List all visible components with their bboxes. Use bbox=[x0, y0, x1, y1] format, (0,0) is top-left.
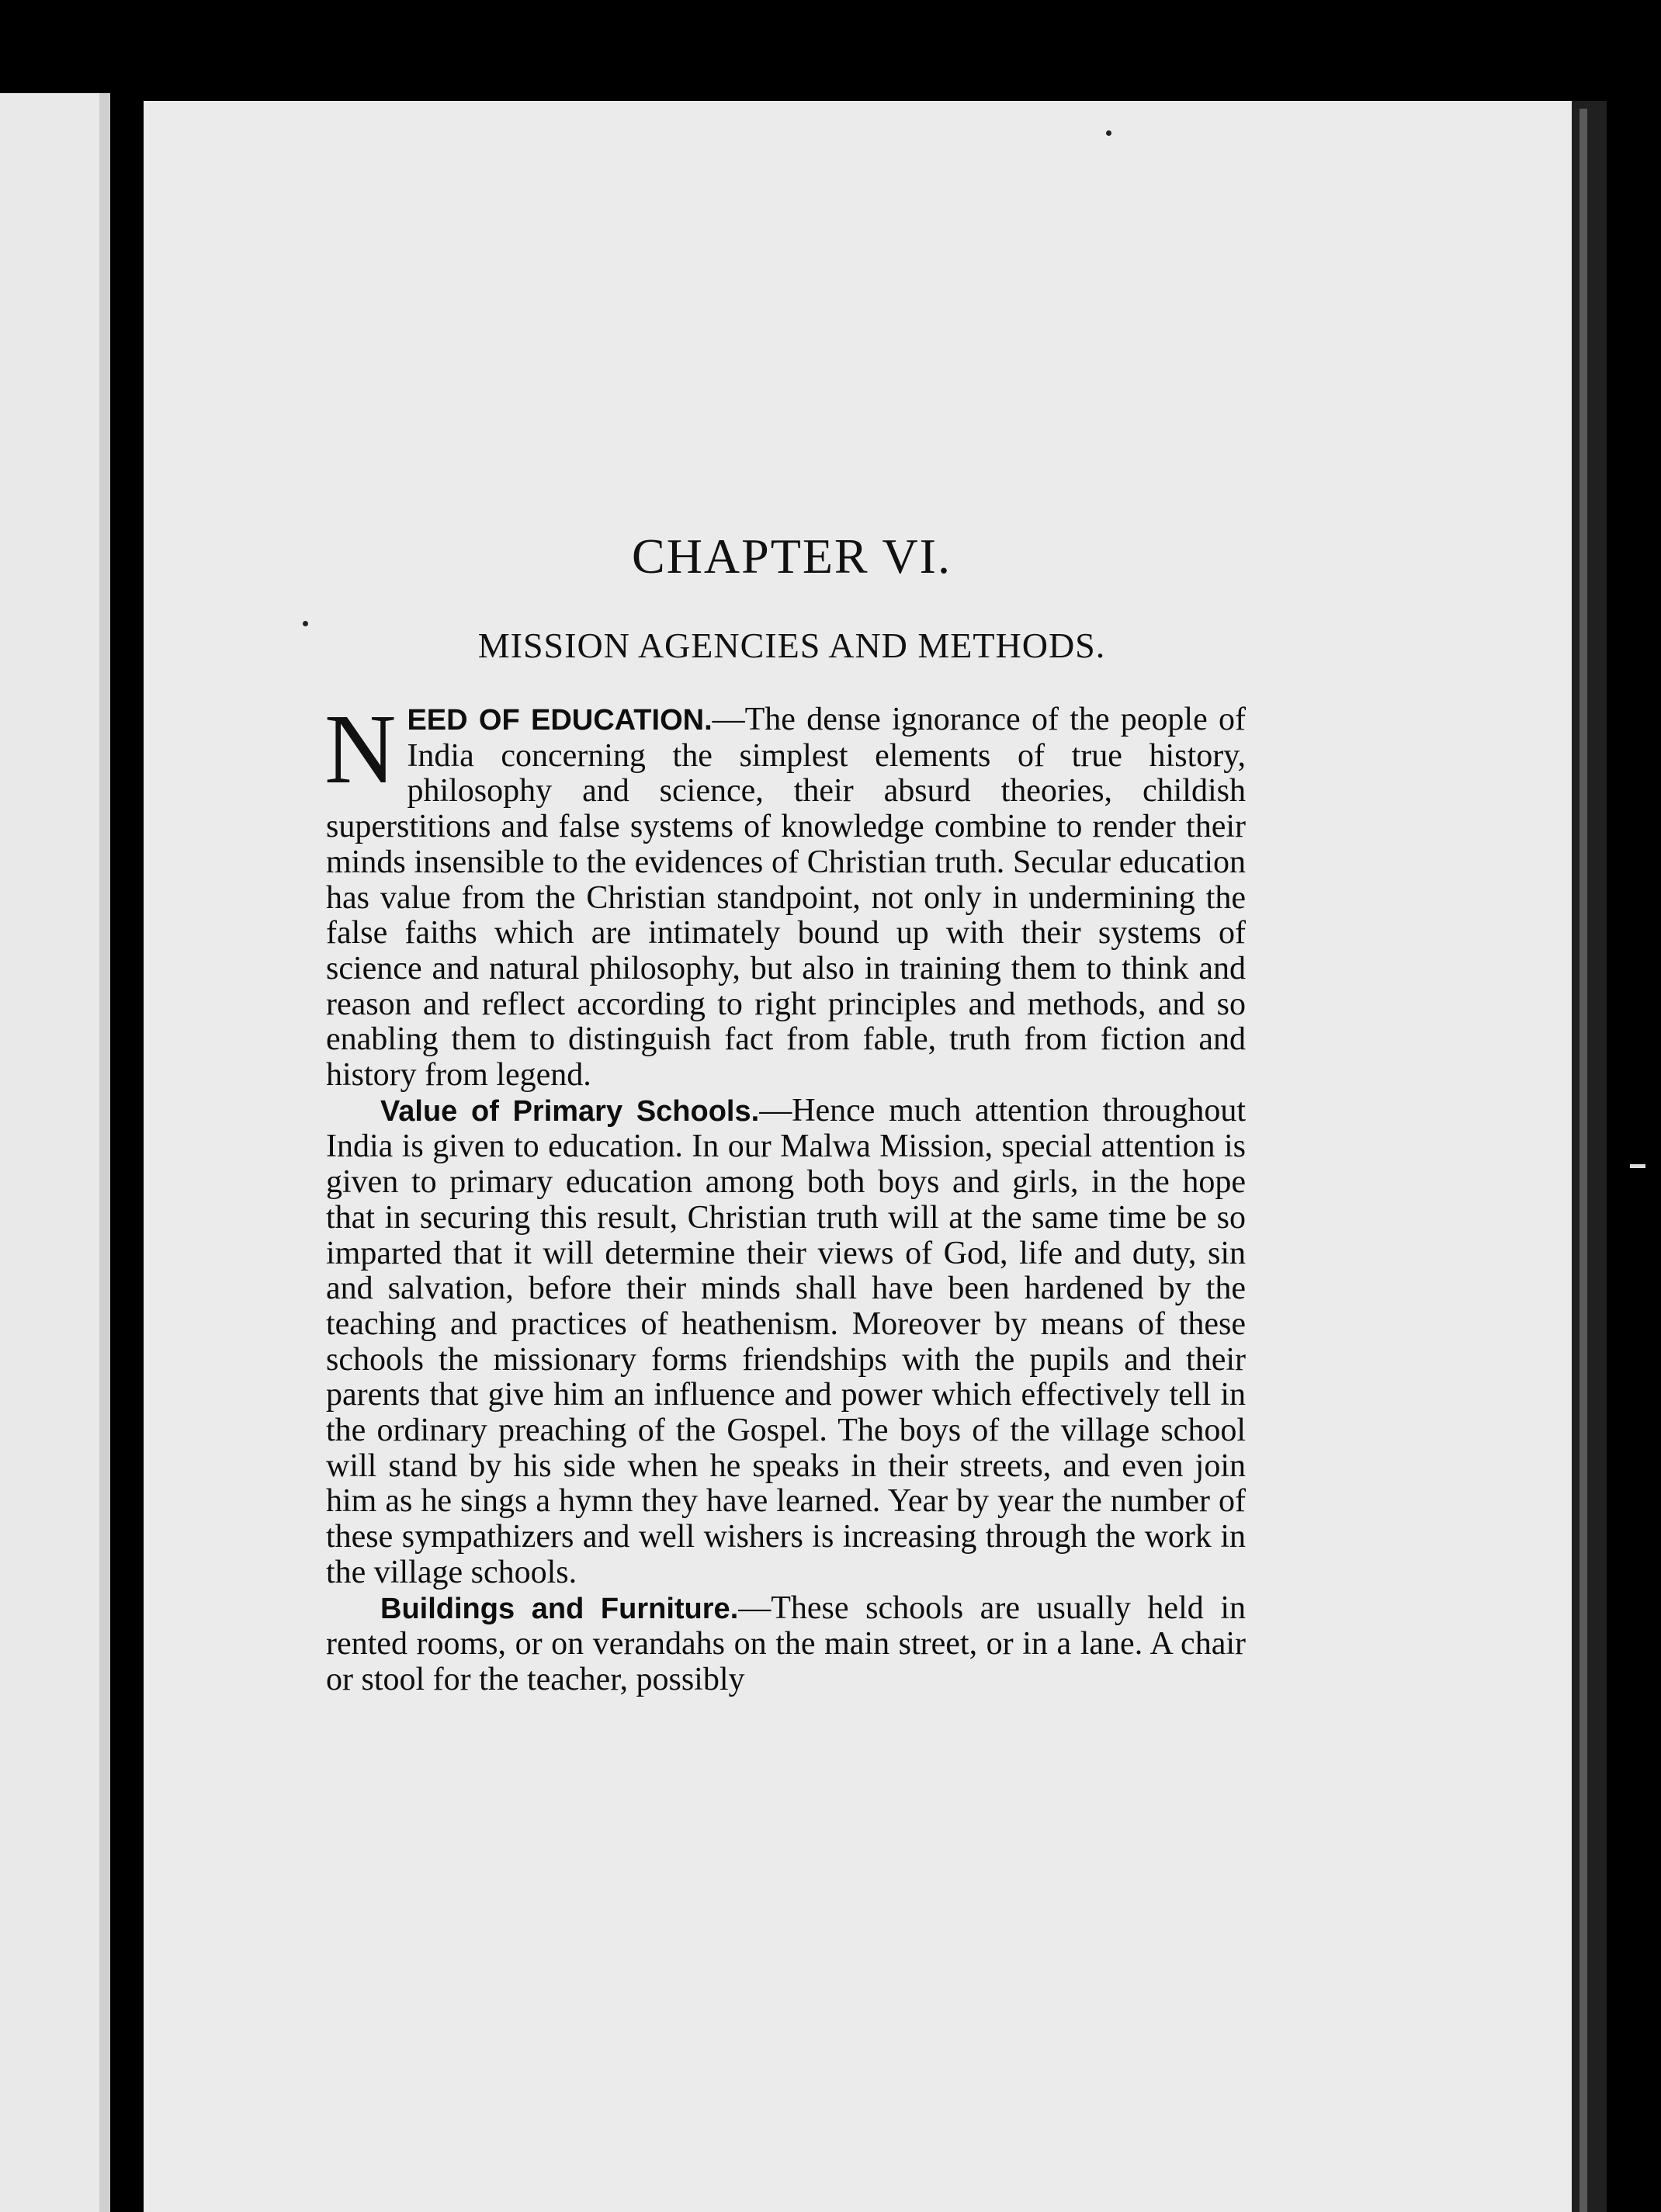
page-stack-edge bbox=[1572, 101, 1607, 2212]
paragraph-text: —These schools are usually held in rented rooms, or on verandahs on the main street, or in a lane. A chair or stool for the teacher, possibly bbox=[326, 1590, 1246, 1697]
heading-need-of-education: EED OF EDUCATION. bbox=[407, 704, 713, 737]
heading-buildings-furniture: Buildings and Furniture. bbox=[380, 1592, 739, 1625]
paragraph-text: —The dense ignorance of the people of India concerning the simplest elements of true history, philosophy and science, their absurd theories, childish superstitions and false systems of knowledge combine to render their minds insensible to the evidences of Christian truth. Secular education has value from the Christian standpoint, not only in undermining the false faiths which are intimately bound up with their systems of science and natural philosophy, but also in training them to think and reason and reflect according to right principles and methods, and so enabling them to distinguish fact from fable, truth from fiction and history from legend. bbox=[326, 702, 1246, 1094]
section-title: MISSION AGENCIES AND METHODS. bbox=[477, 626, 1106, 665]
page-stack-inner-edge bbox=[1580, 109, 1587, 2212]
paragraph-buildings-furniture bbox=[326, 1591, 1246, 1698]
paragraph-primary-schools bbox=[326, 1094, 1246, 1591]
body-text bbox=[324, 694, 1246, 1698]
paragraph-need-of-education bbox=[324, 694, 1246, 1094]
chapter-title: CHAPTER VI. bbox=[632, 529, 952, 584]
paragraph-text: —Hence much attention throughout India is given to education. In our Malwa Mission, special attention is given to primary education among both boys and girls, in the hope that in securing this result, Christian truth will at the same time be so imparted that it will determine their views of God, life and duty, sin and salvation, before their minds shall have been hardened by the teaching and practices of heathenism. Moreover by means of these schools the missionary forms friendships with the pupils and their parents that give him an influence and power which effectively tell in the ordinary preaching of the Gospel. The boys of the village school will stand by his side when he speaks in their streets, and even join him as he sings a hymn they have learned. Year by year the number of these sympathizers and well wishers is increasing through the work in the village schools. bbox=[326, 1092, 1246, 1590]
speck-mark bbox=[1106, 130, 1111, 136]
facing-page-edge bbox=[99, 93, 110, 2212]
heading-primary-schools: Value of Primary Schools. bbox=[380, 1094, 760, 1128]
drop-cap: N bbox=[324, 694, 397, 804]
binding-mark bbox=[1630, 1164, 1645, 1168]
facing-page bbox=[0, 93, 109, 2212]
